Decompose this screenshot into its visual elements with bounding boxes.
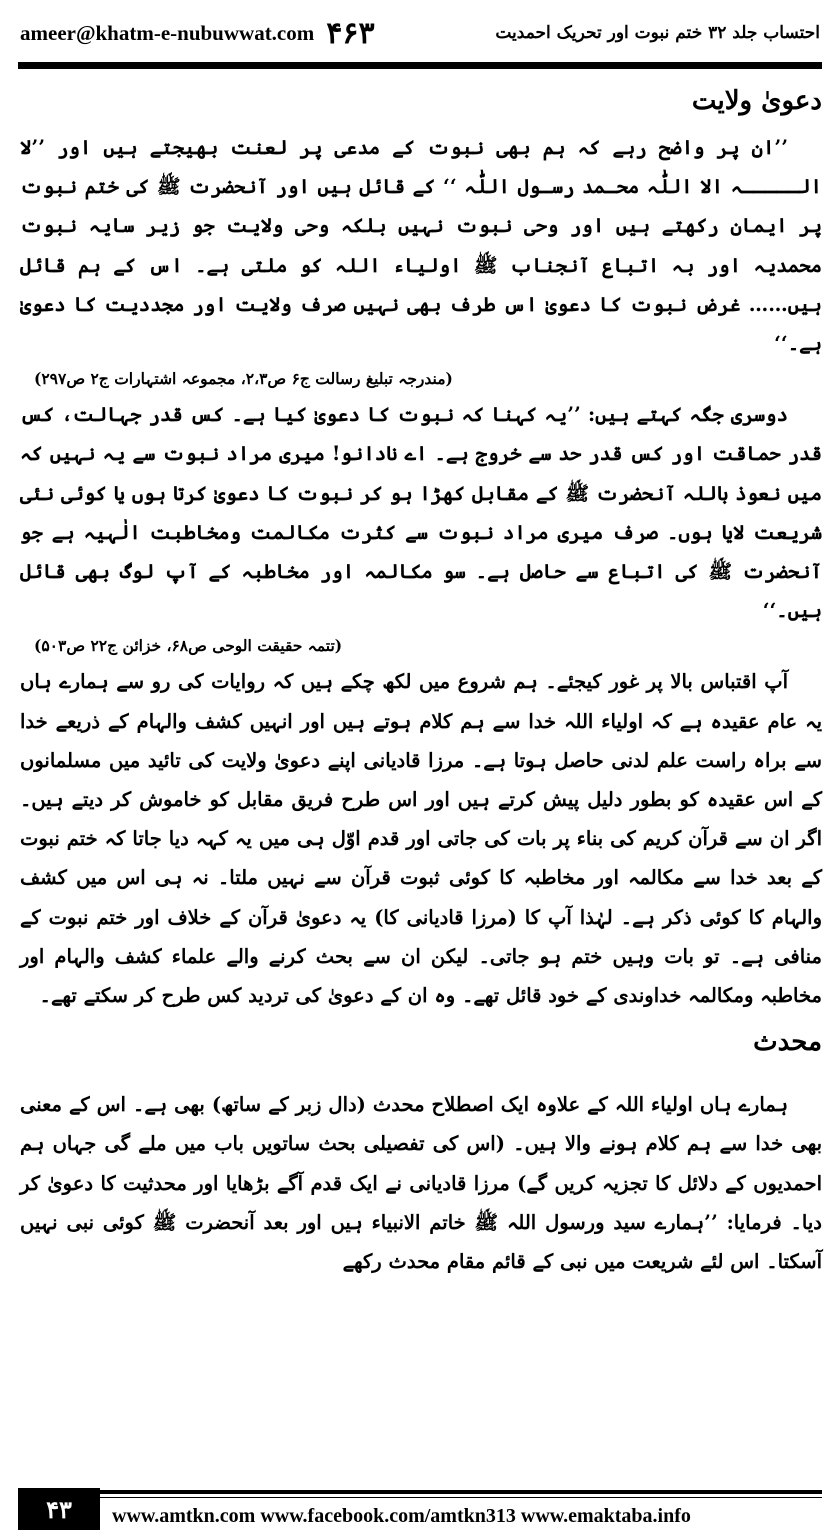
- reference-text: (مندرجہ تبلیغ رسالت ج۶ ص۲،۳، مجموعہ اشتہارات ج۲ ص۲۹۷): [34, 369, 453, 389]
- footer-links[interactable]: www.amtkn.com www.facebook.com/amtkn313 www.emaktaba.info: [112, 1505, 691, 1527]
- header-rule: [18, 62, 822, 69]
- header-left: [20, 16, 375, 51]
- header-title: احتساب جلد ۳۲ ختم نبوت اور تحریک احمدیت: [495, 23, 820, 43]
- quote-paragraph: ’’ان پر واضح رہے کہ ہم بھی نبوت کے مدعی پر لعنت بھیجتے ہیں اور ’’لا الـــــہ الا اللّٰہ محـمد رسـول اللّٰہ ‘‘ کے قائل ہیں اور آنحضرت ﷺ کی ختم نبوت پر ایمان رکھتے ہیں اور وحی نبوت نہیں بلکہ وحی ولایت جو زیر سایہ نبوت محمدیہ اور بہ اتباع آنجناب ﷺ اولیاء اللہ کو ملتی ہے۔ اس کے ہم قائل ہیں…… غرض نبوت کا دعویٰ اس طرف بھی نہیں صرف ولایت اور مجددیت کا دعویٰ ہے۔‘‘: [20, 136, 822, 356]
- section-heading-wilayat: دعویٰ ولایت: [691, 86, 822, 116]
- footer-page-number: ۴۳: [18, 1488, 100, 1530]
- page-header: [20, 10, 820, 56]
- section-heading-muhaddis: محدث: [753, 1027, 822, 1058]
- footer-rule: [100, 1490, 822, 1494]
- reference-line: [20, 363, 822, 395]
- body-paragraph: ہمارے ہاں اولیاء اللہ کے علاوہ ایک اصطلاح محدث (دال زبر کے ساتھ) بھی ہے۔ اس کے معنی بھی خدا سے ہم کلام ہونے والا ہیں۔ (اس کی تفصیلی بحث ساتویں باب میں ملے گی جہاں ہم احمدیوں کے دلائل کا تجزیہ کریں گے) مرزا قادیانی نے ایک قدم آگے بڑھایا اور محدثیت کا دعویٰ کر دیا۔ فرمایا: ’’ہمارے سید ورسول اللہ ﷺ خاتم الانبیاء ہیں اور بعد آنحضرت ﷺ کوئی نبی نہیں آسکتا۔ اس لئے شریعت میں نبی کے قائم مقام محدث رکھے: [20, 1093, 822, 1274]
- header-page-number: ۴۶۳: [326, 15, 375, 51]
- spacer: [20, 1069, 822, 1085]
- page-footer: [18, 1484, 822, 1530]
- reference-line: [20, 630, 822, 662]
- body-paragraph: آپ اقتباس بالا پر غور کیجئے۔ ہم شروع میں لکھ چکے ہیں کہ روایات کی رو سے ہمارے ہاں یہ عام عقیدہ ہے کہ اولیاء اللہ خدا سے ہم کلام ہوتے ہیں اور انہیں کشف والہام کے ذریعے خدا سے براہ راست علم لدنی حاصل ہوتا ہے۔ مرزا قادیانی اپنے دعویٰ ولایت کی تائید میں مسلمانوں کے اس عقیدہ کو بطور دلیل پیش کرتے ہیں اور اس طرح فریق مقابل کو خاموش کر دیتے ہیں۔ اگر ان سے قرآن کریم کی بناء پر بات کی جاتی اور قدم اوّل ہی میں یہ کہہ دیا جاتا کہ ختم نبوت کے بعد خدا سے مکالمہ اور مخاطبہ کا کوئی ثبوت قرآن سے نہیں ملتا۔ نہ ہی اس میں کشف والہام کا کوئی ذکر ہے۔ لہٰذا آپ کا (مرزا قادیانی کا) یہ دعویٰ قرآن کے خلاف اور ختم نبوت کے منافی ہے۔ تو بات وہیں ختم ہو جاتی۔ لیکن ان سے بحث کرنے والے علماء کشف والہام اور مخاطبہ ومکالمہ خداوندی کے خود قائل تھے۔ وہ ان کے دعویٰ کی تردید کس طرح کر سکتے تھے۔: [20, 670, 822, 1008]
- reference-text: (تتمہ حقیقت الوحی ص۶۸، خزائن ج۲۲ ص۵۰۳): [34, 636, 343, 656]
- header-email[interactable]: ameer@khatm-e-nubuwwat.com: [20, 20, 315, 45]
- quote-paragraph: دوسری جگہ کہتے ہیں: ’’یہ کہنا کہ نبوت کا دعویٰ کیا ہے۔ کس قدر جہالت، کس قدر حماقت اور کس قدر حد سے خروج ہے۔ اے نادانو! میری مراد نبوت سے یہ نہیں کہ میں نعوذ باللہ آنحضرت ﷺ کے مقابل کھڑا ہو کر نبوت کا دعویٰ کرتا ہوں یا کوئی نئی شریعت لایا ہوں۔ صرف میری مراد نبوت سے کثرت مکالمت ومخاطبت الٰہیہ ہے جو آنحضرت ﷺ کی اتباع سے حاصل ہے۔ سو مکالمہ اور مخاطبہ کے آپ لوگ بھی قائل ہیں۔‘‘: [20, 403, 822, 623]
- page-content: [20, 74, 822, 1478]
- footer-rule-thin: [100, 1497, 822, 1498]
